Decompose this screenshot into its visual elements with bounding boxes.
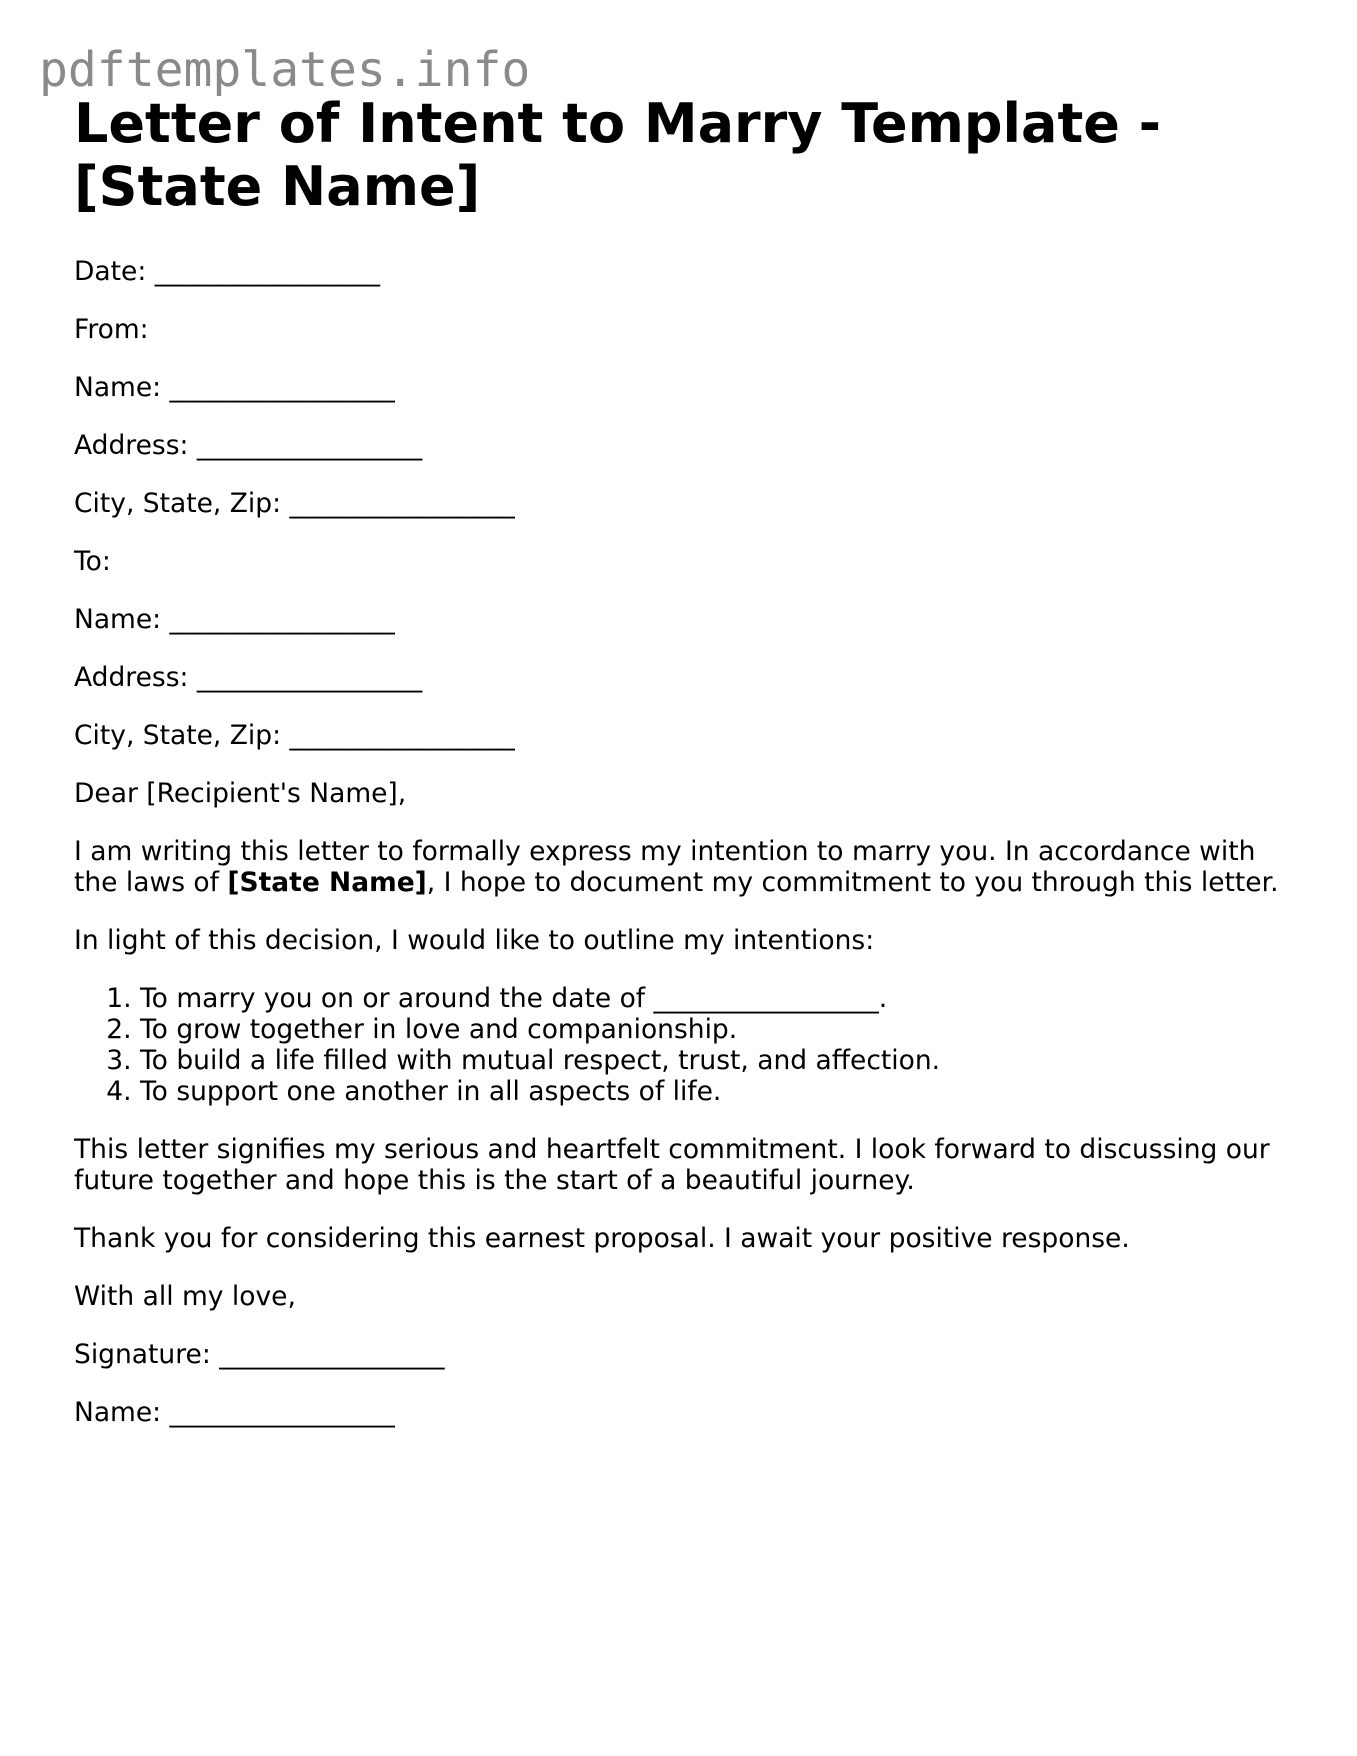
to-name-field [74,604,1289,635]
from-name-label: Name: [74,372,162,403]
intentions-list [74,983,1289,1107]
outline-paragraph: In light of this decision, I would like to outline my intentions: [74,925,875,956]
to-address-blank: _________________ [196,662,423,693]
page-title: Letter of Intent to Marry Template - [State Name] [74,92,1162,218]
date-label: Date: [74,256,147,287]
from-name-blank: _________________ [169,372,395,403]
from-address-label: Address: [74,430,189,461]
to-heading: To: [74,546,111,577]
final-name-field [74,1397,1289,1428]
state-name-bold: [State Name] [227,867,427,898]
date-field [74,256,1289,287]
intro-text-after: , I hope to document my commitment to you through this letter. [426,867,1279,898]
to-city-field [74,720,1289,751]
list-item: 3. To build a life filled with mutual respect, trust, and affection. [140,1045,1289,1076]
closing: With all my love, [74,1281,296,1312]
to-name-label: Name: [74,604,162,635]
from-name-field [74,372,1289,403]
final-name-label: Name: [74,1397,162,1428]
intro-paragraph [74,836,1289,898]
to-name-blank: _________________ [169,604,395,635]
list-item: 2. To grow together in love and companionship. [140,1014,1289,1045]
list-item: 1. To marry you on or around the date of _________________. [140,983,1289,1014]
watermark: pdftemplates.info [39,42,531,98]
from-city-label: City, State, Zip: [74,488,282,519]
signature-field [74,1339,1289,1370]
commitment-paragraph: This letter signifies my serious and heartfelt commitment. I look forward to discussing our future together and hope this is the start of a beautiful journey. [74,1134,1270,1196]
thanks-paragraph: Thank you for considering this earnest proposal. I await your positive response. [74,1223,1130,1254]
letter-document [74,92,1289,1428]
salutation: Dear [Recipient's Name], [74,778,407,809]
to-address-field [74,662,1289,693]
signature-label: Signature: [74,1339,211,1370]
final-name-blank: _________________ [169,1397,395,1428]
from-heading: From: [74,314,149,345]
to-address-label: Address: [74,662,189,693]
from-city-field [74,488,1289,519]
intro-text-before: I am writing this letter to formally express my intention to marry you. In accordance with the laws of [74,836,1256,898]
from-address-field [74,430,1289,461]
to-city-label: City, State, Zip: [74,720,282,751]
letter-body [74,256,1289,1428]
date-blank: _________________ [154,256,380,287]
signature-blank: _________________ [219,1339,445,1370]
list-item: 4. To support one another in all aspects of life. [140,1076,1289,1107]
from-city-blank: _________________ [289,488,515,519]
from-address-blank: _________________ [196,430,423,461]
to-city-blank: _________________ [289,720,515,751]
